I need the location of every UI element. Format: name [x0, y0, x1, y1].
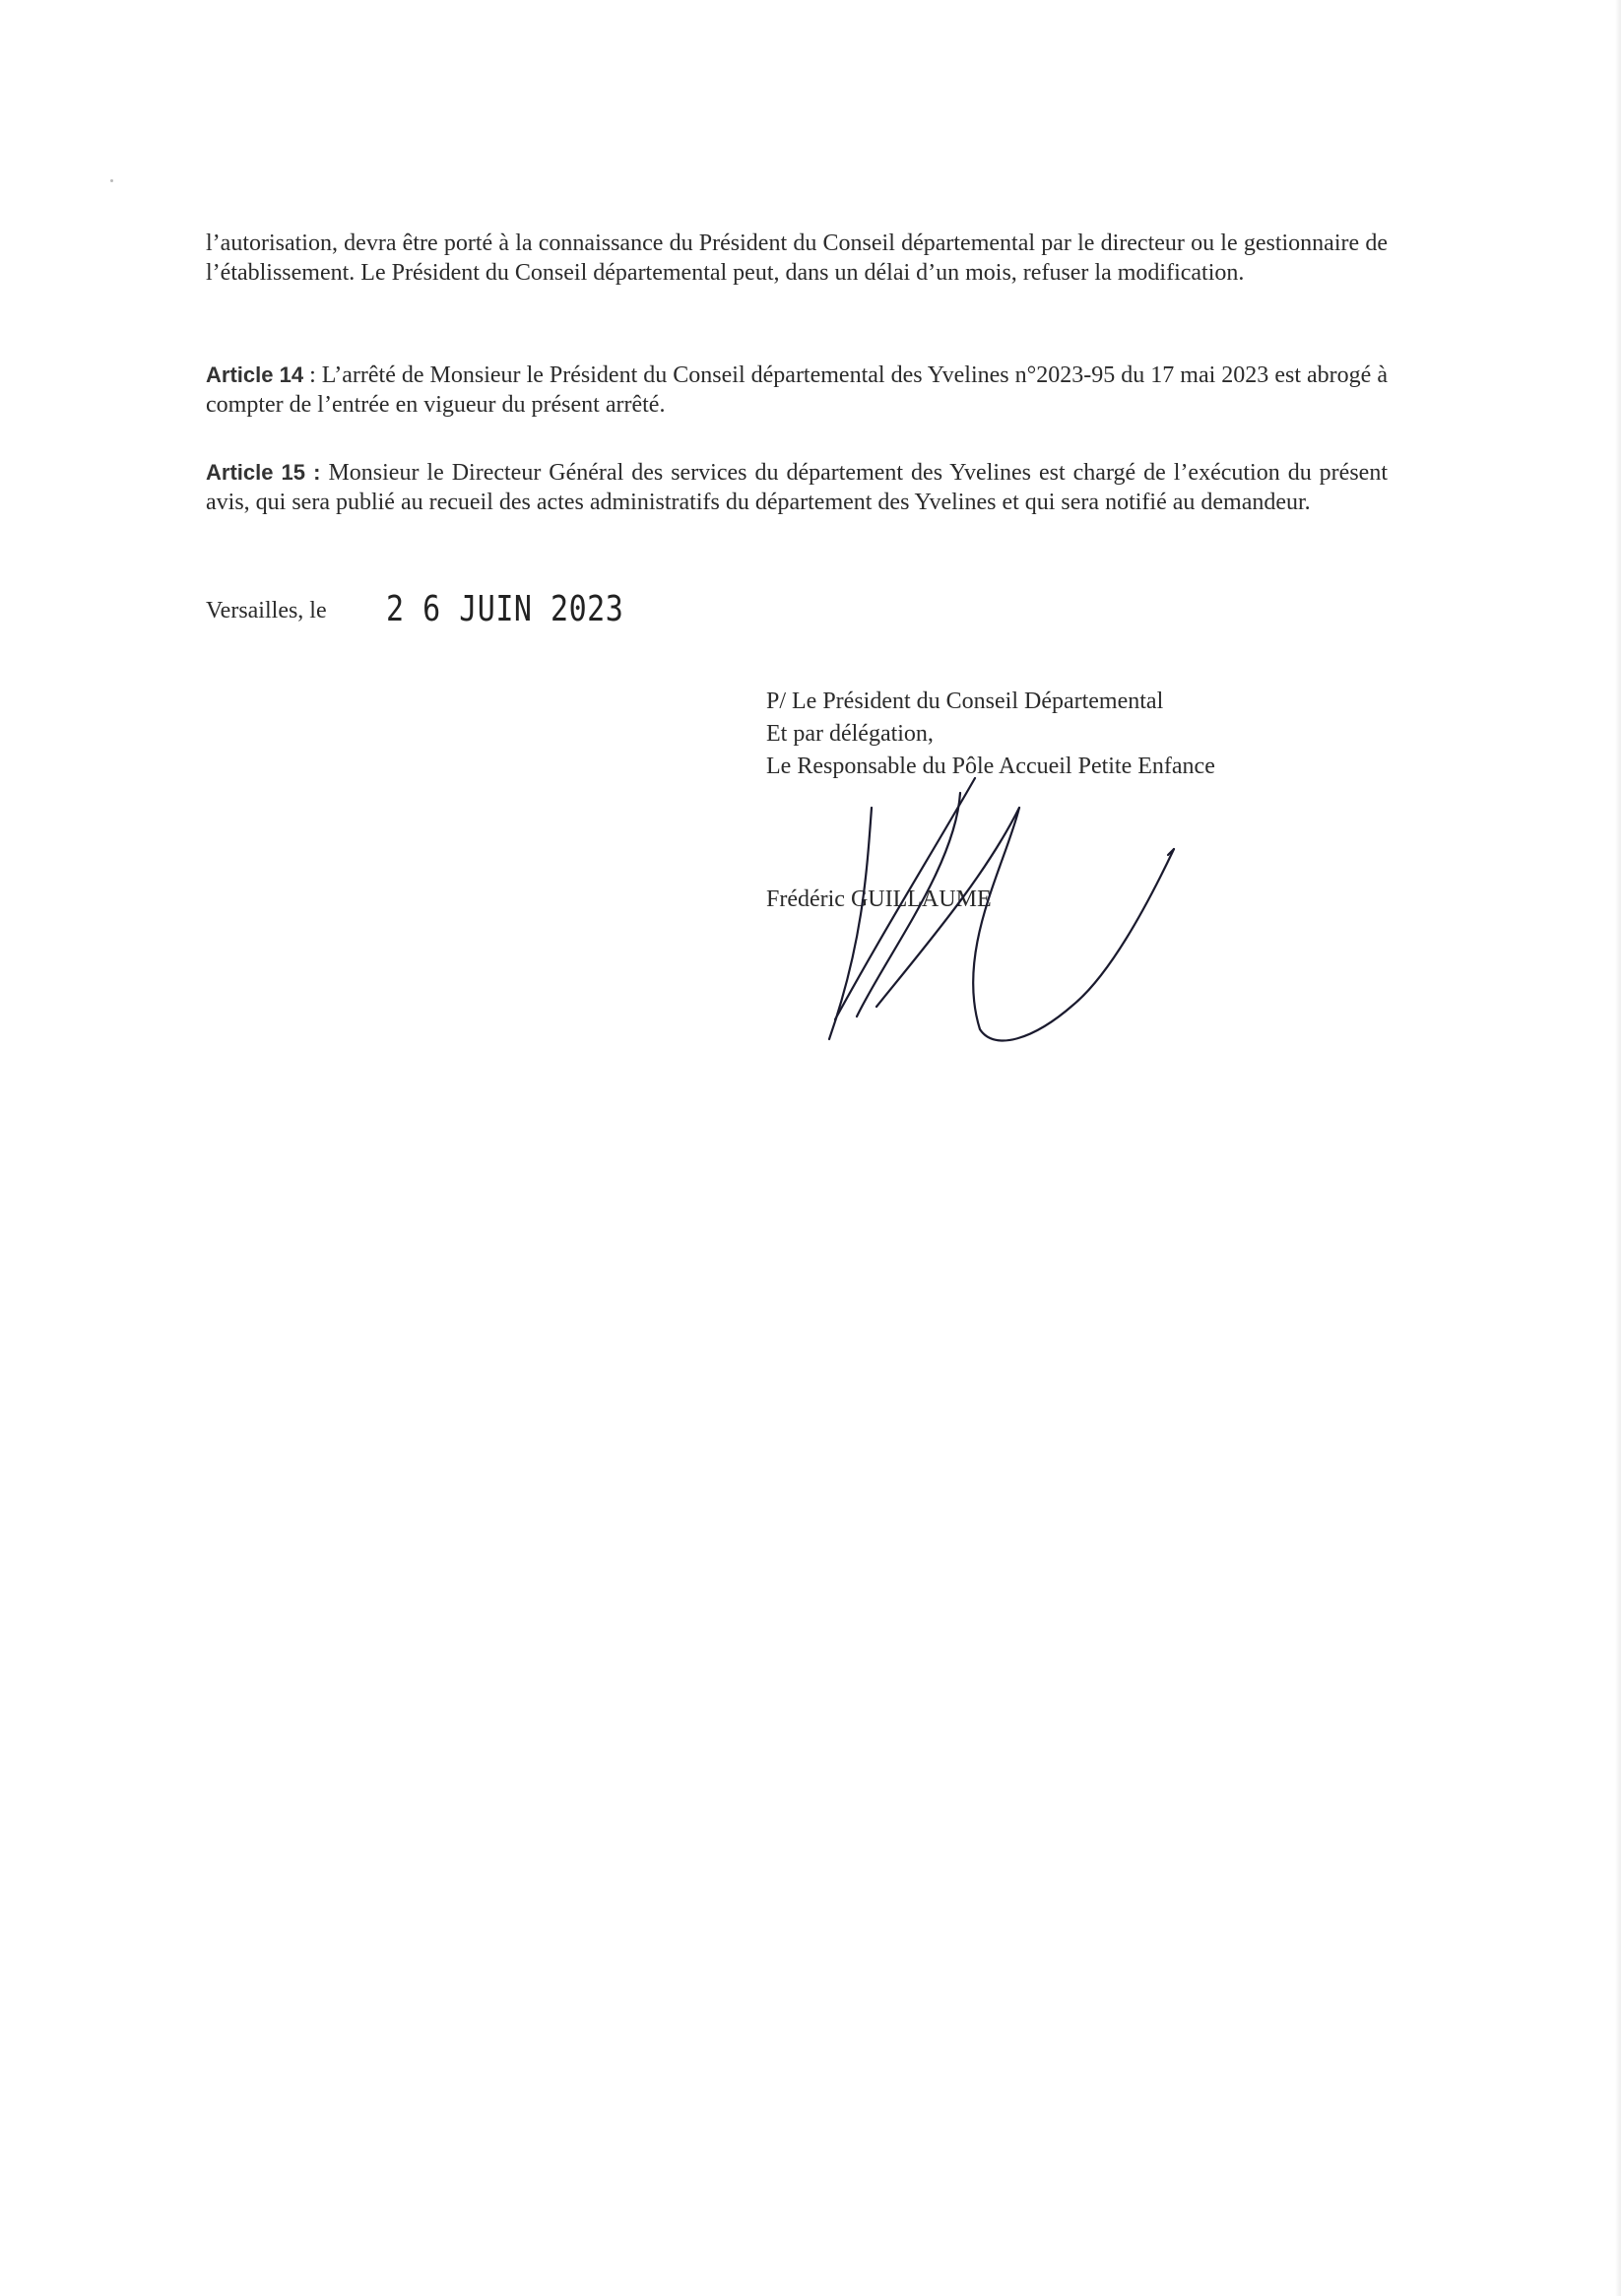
paragraph-continuation-text: l’autorisation, devra être porté à la connaissance du Président du Conseil départemental par le directeur ou le gestionnaire de l’établissement. Le Président du Conseil départemental peut, dans un délai d’un mois, refuser la modification. [206, 230, 1388, 286]
date-stamp: 2 6 JUIN 2023 [386, 589, 624, 630]
signature-stroke-4 [876, 808, 1019, 1007]
paragraph-continuation [206, 229, 1388, 288]
article-15-text: Monsieur le Directeur Général des services du département des Yvelines est chargé de l’exécution du présent avis, qui sera publié au recueil des actes administratifs du département des Yvelines et qui sera notifié au demandeur. [206, 460, 1388, 515]
signature-stroke-2 [835, 778, 975, 1019]
signature-block-line-2: Et par délégation, [766, 721, 934, 747]
article-15 [206, 458, 1388, 517]
article-14-label: Article 14 [206, 362, 304, 387]
signer-name: Frédéric GUILLAUME [766, 886, 992, 912]
scan-speck [110, 179, 113, 182]
article-15-label: Article 15 : [206, 460, 321, 485]
article-14-text: L’arrêté de Monsieur le Président du Conseil départemental des Yvelines n°2023-95 du 17 mai 2023 est abrogé à compter de l’entrée en vigueur du présent arrêté. [206, 362, 1388, 418]
signature-stroke-1 [829, 808, 872, 1039]
page-edge-shadow [1615, 0, 1621, 2296]
article-14-separator: : [303, 362, 322, 388]
signature-stroke-3 [857, 793, 960, 1017]
handwritten-signature [808, 758, 1182, 1054]
signature-block-line-3: Le Responsable du Pôle Accueil Petite Enfance [766, 754, 1215, 779]
place-prefix: Versailles, le [206, 598, 327, 623]
signature-stroke-5 [973, 808, 1174, 1041]
signature-block-line-1: P/ Le Président du Conseil Départemental [766, 689, 1164, 714]
article-14 [206, 361, 1388, 420]
